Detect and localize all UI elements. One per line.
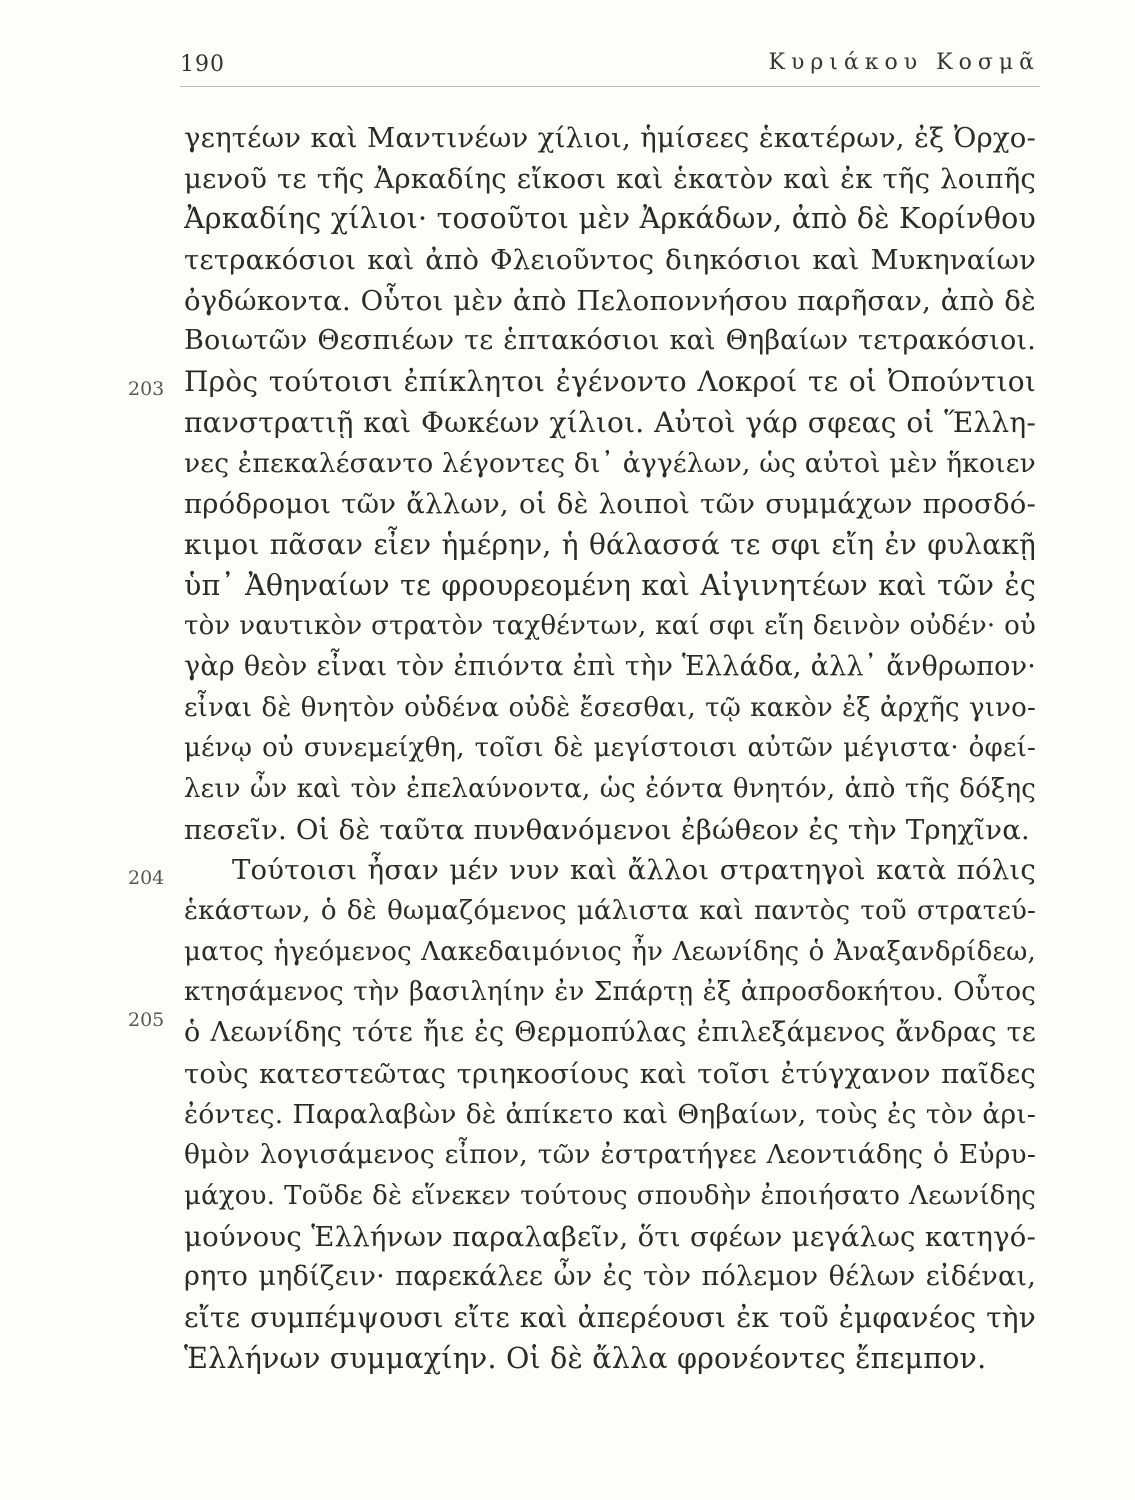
text-line: Ἀρκαδίης χίλιοι· τοσοῦτοι μὲν Ἀρκάδων, ἀπὸ δὲ Κορίνθου [184,202,1036,236]
text-line: μένῳ οὐ συνεμείχθη, τοῖσι δὲ μεγίστοισι αὐτῶν μέγιστα· ὀφεί- [184,733,1036,764]
text-line: ἑκάστων, ὁ δὲ θωμαζόμενος μάλιστα καὶ παντὸς τοῦ στρατεύ- [184,896,1036,927]
text-line: Ἑλλήνων συμμαχίην. Οἱ δὲ ἄλλα φρονέοντες ἔπεμπον. [184,1341,987,1375]
section-number-205: 205 [128,1009,165,1031]
text-line: εἴτε συμπέμψουσι εἴτε καὶ ἀπερέουσι ἐκ τοῦ ἐμφανέος τὴν [184,1300,1036,1334]
text-line: θμὸν λογισάμενος εἶπον, τῶν ἐστρατήγεε Λεοντιάδης ὁ Εὐρυ- [184,1139,1036,1171]
running-head: Κυριάκου Κοσμᾶ [768,50,1040,75]
page-number: 190 [180,52,225,77]
text-line: πανστρατιῇ καὶ Φωκέων χίλιοι. Αὐτοὶ γάρ σφεας οἱ Ἕλλη- [184,405,1036,439]
text-line: μούνους Ἑλλήνων παραλαβεῖν, ὅτι σφέων μεγάλως κατηγό- [184,1220,1036,1253]
text-line: νες ἐπεκαλέσαντο λέγοντες δι᾽ ἀγγέλων, ὡς αὐτοὶ μὲν ἥκοιεν [184,447,1036,479]
text-line: κιμοι πᾶσαν εἶεν ἡμέρην, ἡ θάλασσά τε σφι εἴη ἐν φυλακῇ [184,527,1036,561]
text-line: ἐόντες. Παραλαβὼν δὲ ἀπίκετο καὶ Θηβαίων, τοὺς ἐς τὸν ἀρι- [184,1098,1036,1130]
text-line: κτησάμενος τὴν βασιληίην ἐν Σπάρτῃ ἐξ ἀπροσδοκήτου. Οὗτος [184,977,1036,1008]
text-line: ρητο μηδίζειν· παρεκάλεε ὦν ἐς τὸν πόλεμον θέλων εἰδέναι, [184,1261,1036,1293]
text-line: ὁ Λεωνίδης τότε ἤιε ἐς Θερμοπύλας ἐπιλεξάμενος ἄνδρας τε [184,1017,1036,1049]
text-line: Βοιωτῶν Θεσπιέων τε ἑπτακόσιοι καὶ Θηβαίων τετρακόσιοι. [184,325,1036,357]
text-line: λειν ὦν καὶ τὸν ἐπελαύνοντα, ὡς ἐόντα θνητόν, ἀπὸ τῆς δόξης [184,774,1036,804]
text-line: πεσεῖν. Οἱ δὲ ταῦτα πυνθανόμενοι ἐβώθεον ἐς τὴν Τρηχῖνα. [184,813,1030,846]
text-line: Πρὸς τούτοισι ἐπίκλητοι ἐγένοντο Λοκροί τε οἱ Ὀπούντιοι [184,365,1036,399]
text-line: μάχου. Τοῦδε δὲ εἵνεκεν τούτους σπουδὴν ἐποιήσατο Λεωνίδης [184,1180,1036,1211]
text-line: εἶναι δὲ θνητὸν οὐδένα οὐδὲ ἔσεσθαι, τῷ κακὸν ἐξ ἀρχῆς γινο- [184,692,1036,723]
text-line: γεητέων καὶ Μαντινέων χίλιοι, ἡμίσεες ἑκατέρων, ἐξ Ὀρχο- [184,122,1036,154]
text-line: τετρακόσιοι καὶ ἀπὸ Φλειοῦντος διηκόσιοι καὶ Μυκηναίων [184,244,1036,277]
section-number-203: 203 [128,378,165,400]
text-line: Τούτοισι ἦσαν μέν νυν καὶ ἄλλοι στρατηγοὶ κατὰ πόλις [232,854,1036,887]
text-line: τὸν ναυτικὸν στρατὸν ταχθέντων, καί σφι εἴη δεινὸν οὐδέν· οὐ [184,611,1036,642]
header-rule [180,86,1040,87]
text-line: ὀγδώκοντα. Οὗτοι μὲν ἀπὸ Πελοποννήσου παρῆσαν, ἀπὸ δὲ [184,284,1036,317]
text-line: ματος ἡγεόμενος Λακεδαιμόνιος ἦν Λεωνίδης ὁ Ἀναξανδρίδεω, [184,936,1036,967]
body-text [184,118,1036,1379]
page-header [180,48,1040,80]
text-line: μενοῦ τε τῆς Ἀρκαδίης εἴκοσι καὶ ἑκατὸν καὶ ἐκ τῆς λοιπῆς [184,162,1036,195]
text-line: γὰρ θεὸν εἶναι τὸν ἐπιόντα ἐπὶ τὴν Ἑλλάδα, ἀλλ᾽ ἄνθρωπον· [184,650,1036,682]
text-line: πρόδρομοι τῶν ἄλλων, οἱ δὲ λοιποὶ τῶν συμμάχων προσδό- [184,488,1036,521]
section-number-204: 204 [128,867,165,889]
text-line: ὑπ᾽ Ἀθηναίων τε φρουρεομένη καὶ Αἰγινητέων καὶ τῶν ἐς [184,568,1036,602]
text-line: τοὺς κατεστεῶτας τριηκοσίους καὶ τοῖσι ἐτύγχανον παῖδες [184,1057,1036,1090]
